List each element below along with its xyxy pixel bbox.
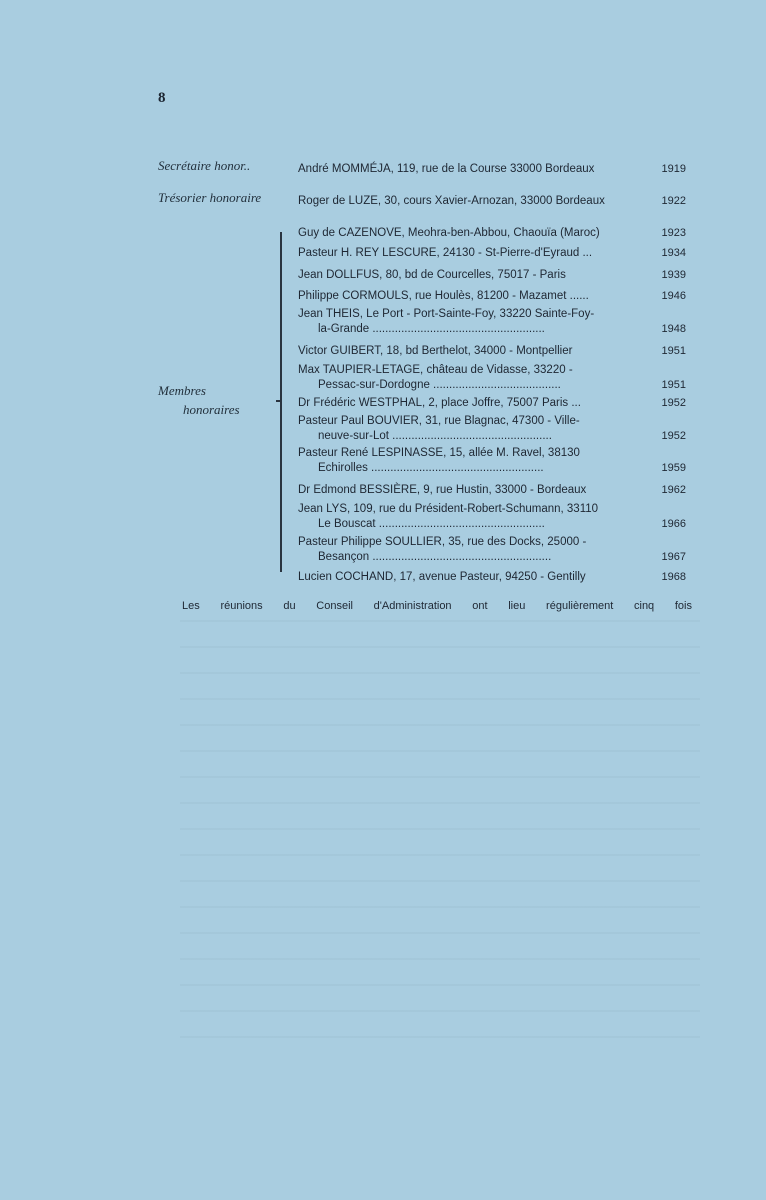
members-bracket <box>280 232 286 572</box>
entry-year: 1923 <box>661 227 686 239</box>
entry-year: 1946 <box>661 290 686 302</box>
entry-name: Pasteur H. REY LESCURE, 24130 - St-Pierre-d'Eyraud ... <box>298 247 593 259</box>
footer-sentence <box>182 600 692 612</box>
entry-name-cont: Echirolles ...................................................... <box>318 462 544 474</box>
entry-14 <box>298 502 686 532</box>
role-membres-2: honoraires <box>183 402 240 417</box>
entry-year: 1934 <box>661 247 686 259</box>
entry-name: Jean THEIS, Le Port - Port-Sainte-Foy, 33220 Sainte-Foy- <box>298 308 595 320</box>
entry-year: 1951 <box>661 345 686 357</box>
entry-8 <box>298 344 686 359</box>
entry-11 <box>298 414 686 444</box>
entry-name: Lucien COCHAND, 17, avenue Pasteur, 94250 - Gentilly <box>298 571 586 583</box>
entry-name: Guy de CAZENOVE, Meohra-ben-Abbou, Chaouïa (Maroc) <box>298 227 600 239</box>
entry-year: 1952 <box>661 397 686 409</box>
entry-name: Victor GUIBERT, 18, bd Berthelot, 34000 - Montpellier <box>298 345 573 357</box>
entry-year: 1919 <box>661 163 686 175</box>
entry-6 <box>298 289 686 304</box>
entry-year: 1959 <box>661 462 686 474</box>
footer-word: fois <box>674 600 692 612</box>
entry-name: Pasteur Philippe SOULLIER, 35, rue des Docks, 25000 - <box>298 536 587 548</box>
footer-word: régulièrement <box>546 600 614 612</box>
entry-name: Roger de LUZE, 30, cours Xavier-Arnozan, 33000 Bordeaux <box>298 195 605 207</box>
footer-word: cinq <box>634 600 655 612</box>
entry-year: 1922 <box>661 195 686 207</box>
footer-word: d'Administration <box>373 600 452 612</box>
entry-year: 1962 <box>661 484 686 496</box>
footer-word: Conseil <box>316 600 353 612</box>
entry-16 <box>298 570 686 585</box>
show-through-bleed <box>180 620 700 1040</box>
entry-name: Pasteur Paul BOUVIER, 31, rue Blagnac, 47300 - Ville- <box>298 415 580 427</box>
entry-3 <box>298 226 686 241</box>
entry-year: 1951 <box>661 379 686 391</box>
role-secretaire: Secrétaire honor.. <box>158 158 251 173</box>
entry-name: Max TAUPIER-LETAGE, château de Vidasse, 33220 - <box>298 364 573 376</box>
entry-13 <box>298 483 686 498</box>
page-number: 8 <box>158 90 166 106</box>
entry-year: 1952 <box>661 430 686 442</box>
entry-2 <box>298 194 686 209</box>
entry-12 <box>298 446 686 476</box>
entry-year: 1966 <box>661 518 686 530</box>
entry-5 <box>298 268 686 283</box>
entry-1 <box>298 162 686 177</box>
entry-name: André MOMMÉJA, 119, rue de la Course 33000 Bordeaux <box>298 163 595 175</box>
entry-name: Jean DOLLFUS, 80, bd de Courcelles, 75017 - Paris <box>298 269 566 281</box>
role-membres-1: Membres <box>158 383 206 398</box>
entry-year: 1968 <box>661 571 686 583</box>
entry-name-cont: Besançon ........................................................ <box>318 551 552 563</box>
entry-name: Philippe CORMOULS, rue Houlès, 81200 - Mazamet ...... <box>298 290 589 302</box>
entry-name-cont: la-Grande ...................................................... <box>318 323 545 335</box>
entry-name-cont: Pessac-sur-Dordogne ........................................ <box>318 379 561 391</box>
footer-word: réunions <box>220 600 263 612</box>
footer-word: du <box>283 600 296 612</box>
entry-name: Jean LYS, 109, rue du Président-Robert-Schumann, 33110 <box>298 503 599 515</box>
entry-15 <box>298 535 686 565</box>
entry-name: Pasteur René LESPINASSE, 15, allée M. Ravel, 38130 <box>298 447 580 459</box>
entry-9 <box>298 363 686 393</box>
entry-year: 1939 <box>661 269 686 281</box>
entry-year: 1967 <box>661 551 686 563</box>
entry-4 <box>298 246 686 261</box>
entry-10 <box>298 396 686 411</box>
members-bracket-tick <box>276 400 282 402</box>
entry-7 <box>298 307 686 337</box>
entry-name-cont: neuve-sur-Lot .................................................. <box>318 430 552 442</box>
entry-year: 1948 <box>661 323 686 335</box>
entry-name-cont: Le Bouscat .................................................... <box>318 518 545 530</box>
footer-word: Les <box>182 600 200 612</box>
entry-name: Dr Frédéric WESTPHAL, 2, place Joffre, 75007 Paris ... <box>298 397 581 409</box>
entry-name: Dr Edmond BESSIÈRE, 9, rue Hustin, 33000 - Bordeaux <box>298 484 587 496</box>
footer-word: lieu <box>508 600 526 612</box>
role-tresorier: Trésorier honoraire <box>158 190 262 205</box>
footer-word: ont <box>472 600 488 612</box>
